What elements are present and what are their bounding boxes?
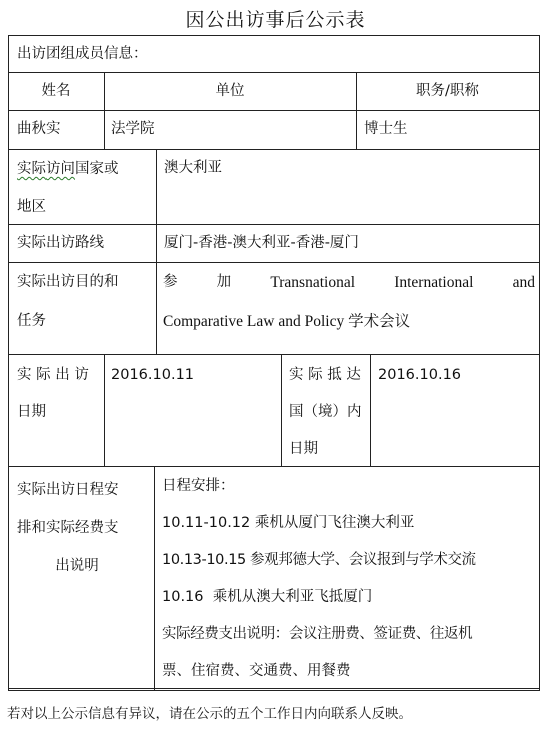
depart-date-label (17, 357, 103, 431)
country-label-part: 地区 (17, 199, 46, 215)
purpose-value (163, 263, 535, 341)
purpose-word: Transnational (270, 274, 356, 291)
member-position: 博士生 (364, 121, 408, 137)
purpose-word: 参 (163, 274, 178, 290)
column-header-position: 职务/职称 (416, 83, 479, 99)
country-value: 澳大利亚 (164, 160, 222, 176)
page-title: 因公出访事后公示表 (185, 9, 366, 31)
purpose-word: 加 (216, 274, 232, 290)
member-name: 曲秋实 (17, 121, 61, 137)
schedule-label-line: 排和实际经费支 (17, 520, 119, 536)
column-divider (104, 354, 105, 466)
purpose-label-line: 任务 (17, 313, 46, 329)
country-label (17, 150, 155, 226)
table-border-right (539, 35, 540, 691)
purpose-line-2: Comparative Law and Policy 学术会议 (163, 313, 411, 330)
column-divider (370, 354, 371, 466)
schedule-line: 票、住宿费、交通费、用餐费 (162, 663, 351, 679)
depart-date-value: 2016.10.11 (111, 367, 195, 383)
purpose-word: and (512, 274, 535, 291)
schedule-line: 10.11-10.12 乘机从厦门飞往澳大利亚 (162, 515, 415, 531)
arrive-label-line: 国（境）内 (289, 404, 362, 420)
purpose-label (17, 263, 155, 341)
column-divider (281, 354, 282, 466)
schedule-label-line: 实际出访日程安 (17, 482, 119, 498)
column-divider (156, 149, 157, 354)
schedule-line: 日程安排： (162, 478, 235, 494)
depart-label-line: 日期 (17, 404, 46, 420)
schedule-label (17, 471, 153, 585)
arrive-label-line: 实 际 抵 达 (289, 367, 361, 383)
column-divider (154, 466, 155, 690)
column-header-name: 姓名 (41, 83, 71, 99)
route-label: 实际出访路线 (17, 235, 104, 251)
country-label-part: 国家或 (75, 161, 119, 177)
route-value: 厦门-香港-澳大利亚-香港-厦门 (164, 235, 359, 251)
depart-label-line: 实 际 出 访 (17, 367, 89, 383)
schedule-line: 实际经费支出说明：会议注册费、签证费、往返机 (162, 626, 473, 642)
schedule-line: 10.13-10.15 参观邦德大学、会议报到与学术交流 (162, 552, 476, 568)
table-divider (8, 354, 540, 355)
schedule-line: 10.16 乘机从澳大利亚飞抵厦门 (162, 589, 373, 605)
member-unit: 法学院 (111, 121, 155, 137)
schedule-label-line: 出说明 (55, 558, 99, 574)
table-divider (8, 466, 540, 467)
footer-rule (8, 688, 540, 691)
country-label-part: 访问 (46, 161, 75, 177)
members-header: 出访团组成员信息： (17, 46, 148, 62)
country-label-part: 实际 (17, 161, 46, 177)
arrive-label-line: 日期 (289, 441, 318, 457)
arrive-date-label (289, 357, 369, 468)
table-border-left (8, 35, 9, 691)
arrive-date-value: 2016.10.16 (378, 367, 462, 383)
footer-note: 若对以上公示信息有异议，请在公示的五个工作日内向联系人反映。 (7, 706, 412, 722)
purpose-label-line: 实际出访目的和 (17, 274, 119, 290)
schedule-content (162, 468, 536, 690)
purpose-word: International (394, 274, 474, 291)
column-header-unit: 单位 (215, 83, 245, 99)
